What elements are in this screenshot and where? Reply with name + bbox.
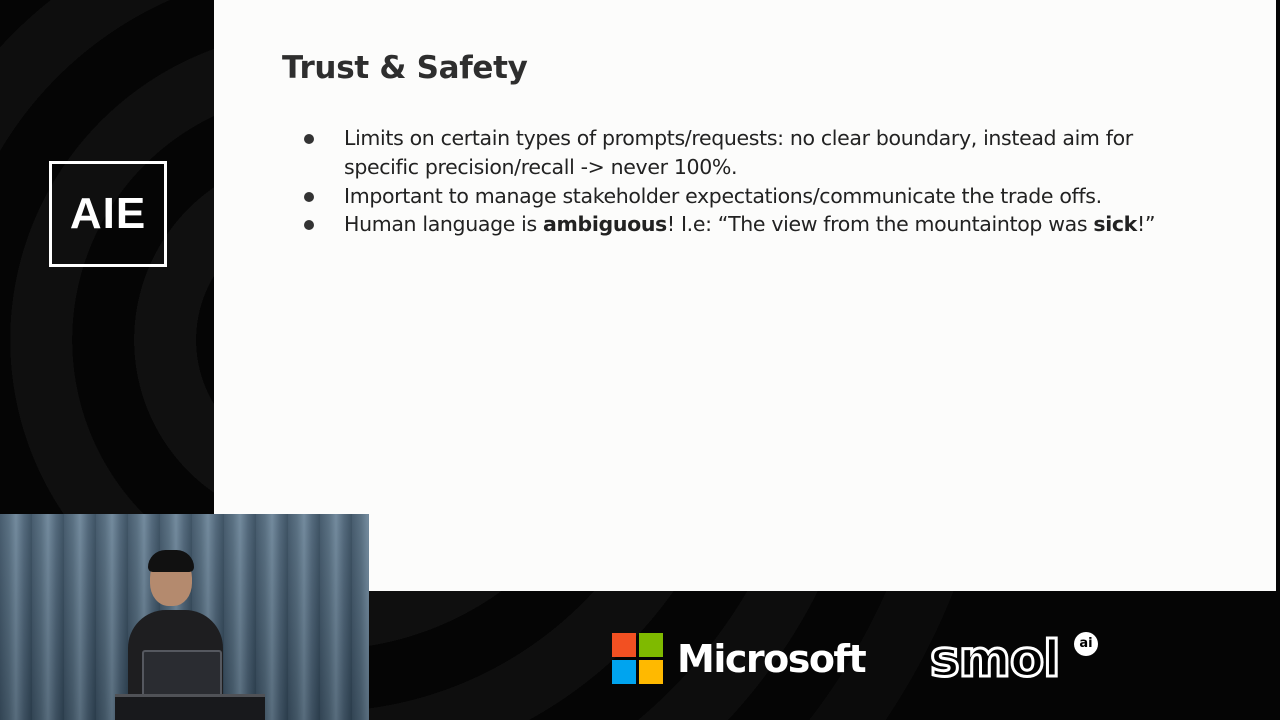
bullet-text: Human language is	[344, 212, 544, 237]
speaker-video	[0, 514, 369, 720]
microsoft-square-blue	[612, 660, 636, 684]
presentation-slide	[214, 0, 1276, 591]
speaker-hair	[148, 550, 194, 572]
bullet-list	[304, 124, 1194, 239]
microsoft-square-red	[612, 633, 636, 657]
bullet-dot-icon	[304, 192, 314, 202]
bullet-item	[304, 124, 1194, 182]
bullet-text: Important to manage stakeholder expectations/communicate the trade offs.	[344, 183, 1102, 208]
bullet-bold-text: sick	[1093, 212, 1137, 237]
bullet-dot-icon	[304, 134, 314, 144]
bullet-text: Limits on certain types of prompts/requests: no clear boundary, instead aim for	[344, 126, 1133, 150]
microsoft-square-yellow	[639, 660, 663, 684]
aie-logo-text: AIE	[69, 189, 147, 238]
microsoft-square-green	[639, 633, 663, 657]
smol-ai-badge: ai	[1074, 632, 1098, 656]
bullet-text: !”	[1136, 212, 1156, 237]
bullet-item	[304, 182, 1194, 211]
bullet-dot-icon	[304, 220, 314, 230]
bullet-text: specific precision/recall -> never 100%.	[344, 154, 738, 179]
bullet-item	[304, 210, 1194, 239]
smol-ai-logo	[930, 624, 1100, 694]
microsoft-windows-icon	[612, 633, 663, 684]
bullet-bold-text: ambiguous	[543, 212, 667, 237]
smol-wordmark: smol	[930, 630, 1060, 688]
aie-logo	[49, 161, 167, 267]
microsoft-wordmark: Microsoft	[677, 636, 866, 681]
slide-title: Trust & Safety	[282, 50, 528, 86]
microsoft-logo	[612, 633, 865, 684]
bullet-text: ! I.e: “The view from the mountaintop was	[666, 212, 1094, 237]
lectern	[115, 694, 265, 720]
